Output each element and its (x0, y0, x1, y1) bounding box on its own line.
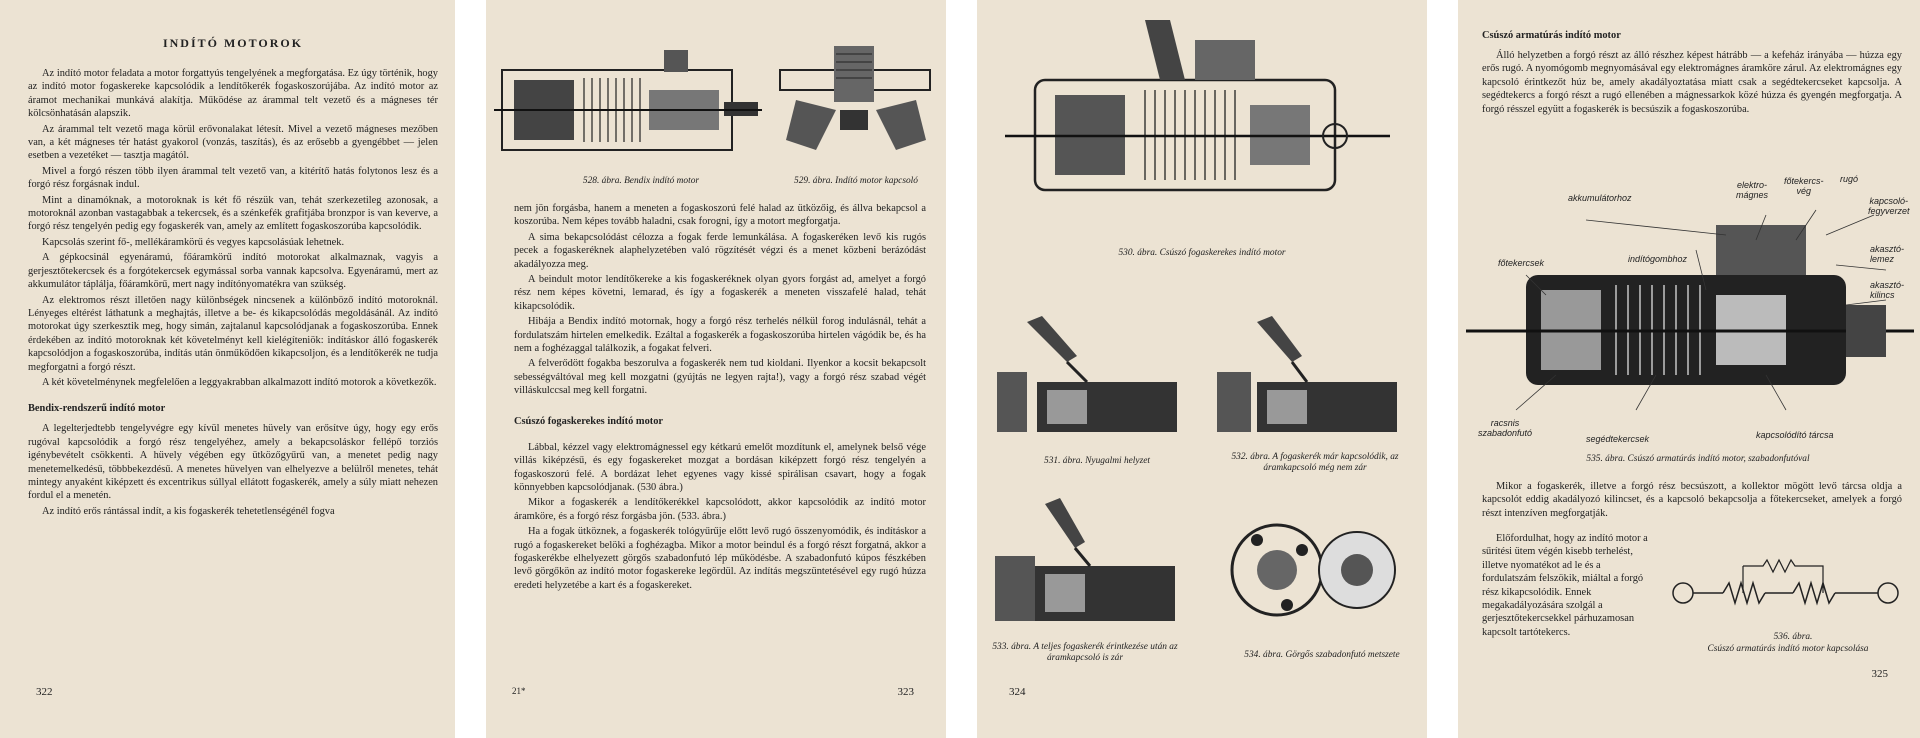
chapter-title: INDÍTÓ MOTOROK (162, 36, 304, 50)
label-kapcsoloido-tarcsa: kapcsolódító tárcsa (1756, 430, 1834, 440)
figure-caption: 533. ábra. A teljes fogaskerék érintkezése után az áramkapcsoló is zár (992, 642, 1178, 663)
figure-536-circuit (1663, 558, 1903, 628)
label-rugo: rugó (1840, 174, 1859, 184)
label-fotekercsek: főtekercsek (1498, 258, 1545, 268)
figure-caption: 536. ábra. (1773, 632, 1813, 642)
paragraph: nem jön forgásba, hanem a meneten a fogaskoszorú felé halad az ütközőig, és állva bekapcsol a koszorúba. Nem képes tovább haladni, csak forogni, így a motort megforgatja. (514, 203, 926, 228)
figure-532-gear-engaging (1217, 312, 1407, 442)
paragraph: Az indító motor feladata a motor forgattyús tengelyének a megforgatása. Ez úgy történik, hogy az indító motor fogaskereke kapcsolódik a lendítőkerék fogaskoszorújába. Az indító motor az áramot mechanikai munkává alakítja. Működése az árammal telt vezető és a mágneses tér kölcsönhatásán alapszik. (28, 68, 438, 120)
figure-caption: 534. ábra. Görgős szabadonfutó metszete (1244, 650, 1400, 660)
label-racsnis-szabadonfuto: racsnis szabadonfutó (1478, 418, 1533, 438)
paragraph: Mint a dinamóknak, a motoroknak is két fő részük van, tehát szerkezetileg azonosak, a motoroknál azonban vastagabbak a tekercsek, és a szénkefék grafitjába bronzpor is van keverve, a forgó rész tengelyén pedig egy fogaskerék van, amely az említett fogaskoszorúba kapcsolódik. (28, 194, 438, 233)
page-number: 325 (1871, 668, 1888, 680)
signature-mark: 21* (512, 686, 526, 696)
label-segedtekercsek: segédtekercsek (1586, 434, 1650, 444)
page-323-body (514, 202, 926, 594)
figure-531-rest-position (997, 312, 1187, 442)
figure-533-full-engagement (995, 496, 1185, 636)
figure-530-sliding-gear-motor (995, 10, 1395, 240)
figure-534-roller-freewheel (1227, 500, 1407, 640)
paragraph: A sima bekapcsolódást célozza a fogak ferde lemunkálása. A fogaskeréken levő kis rugós pecek a fogaskeréknek alaphelyzetében való rögzítését végzi és a menet közbeni berázódást akadályozza meg. (514, 231, 926, 270)
paragraph: A két követelménynek megfelelően a leggyakrabban alkalmazott indító motorok a következők. (42, 376, 437, 388)
paragraph: A beindult motor lendítőkereke a kis fogaskeréknek olyan gyors forgást ad, amelyet a forgó rész nem képes követni, lemarad, és így a fogaskerék a meneten visszafelé halad, tehát kikapcsolódik. (514, 274, 926, 312)
page-325-top (1482, 30, 1902, 118)
paragraph: Kapcsolás szerint fő-, mellékáramkörű és vegyes kapcsolásúak lehetnek. (42, 236, 345, 248)
figure-528-bendix-motor (494, 40, 764, 175)
page-number: 324 (1009, 686, 1026, 698)
figure-caption: Csúszó armatúrás indító motor kapcsolása (1707, 644, 1869, 654)
label-fotekercs-veg: főtekercs- vég (1784, 176, 1824, 196)
book-page-325 (1458, 0, 1920, 738)
book-page-323 (486, 0, 946, 738)
paragraph: A felverődött fogakba beszorulva a fogaskerék nem tud kioldani. Ilyenkor a kocsit bekapcsolt sebességváltóval meg kell mozgatni (gyújtás ne legyen rajta!), vagy a forgó rész szabad végét villáskulccsal meg kell forgatni. (514, 358, 926, 397)
figure-caption: 535. ábra. Csúszó armatúrás indító motor, szabadonfutóval (1586, 454, 1810, 464)
paragraph: Az elektromos részt illetően nagy különbségek nincsenek a különböző indító motoroknál. Lényeges eltérést láthatunk a meghajtás, illetve a be- és kikapcsolódás megoldásánál. Az indító motorokat úgy szerkesztik meg, hogy simán, zajtalanul kapcsolódjanak a fogaskoszorúba. Ennek érdekében az indító motoroknak két követelményt kell kielégíteniök: indításkor álló fogaskerék kapcsolódjon a fogaskoszorúba, indítás után önműködően kikapcsoljon, és a lendítőkerék ne tudja megforgatni a forgó részt. (28, 294, 438, 373)
label-inditogombhoz: indítógombhoz (1628, 254, 1688, 264)
page-325-bottom (1482, 532, 1657, 641)
label-akkumulatorhoz: akkumulátorhoz (1568, 193, 1632, 203)
paragraph: Az indító erős rántással indít, a kis fogaskerék tehetetlenségénél fogva (42, 505, 335, 517)
label-elektromagnes: elektro- mágnes (1736, 180, 1769, 200)
figure-caption: 528. ábra. Bendix indító motor (582, 176, 700, 186)
figure-caption: 531. ábra. Nyugalmi helyzet (1044, 456, 1150, 466)
page-325-middle (1482, 480, 1902, 522)
figure-caption: 529. ábra. Indító motor kapcsoló (794, 176, 918, 186)
figure-caption: 532. ábra. A fogaskerék már kapcsolódik, az áramkapcsoló még nem zár (1231, 452, 1399, 473)
page-322-body (28, 36, 438, 520)
paragraph: Ha a fogak ütköznek, a fogaskerék tológyűrűje előtt levő rugó összenyomódik, és indításkor a rugó a fogaskereket belöki a foghézagba. Mikor a motor beindul és a forgó részt forgatná, akkor a fogaskerékbe elhelyezett görgős szabadonfutó lép működésbe. A szabadonfutó kúpos fészkében levő görgőkön az indító motor fogaskereke legördül. Az indítás megszüntetésével egy rugó húzza eredeti helyzetébe a kart és a fogaskereket. (514, 526, 926, 591)
paragraph: Lábbal, kézzel vagy elektromágnessel egy kétkarú emelőt mozdítunk el, amelynek belső vége villás kiképzésű, és egy fogaskereket mozgat a bordásan kiképzett forgó rész tengelyén a fogaskoszorú felé. A bordázat lehet egyenes vagy kissé spirálisan csavart, hogy a fogak könnyebben kapcsolódjanak. (530 ábra.) (514, 441, 926, 493)
paragraph: A legelterjedtebb tengelyvégre egy kívül menetes hüvely van erősítve úgy, hogy egy erős rugóval kapcsolódik a forgó rész tengelyéhez, amely a bekapcsoláskor fellépő torziós igénybevételt csökkenti. A hüvely végében egy ütközőgyűrű van, a menetet pedig nagy menetemelkedésű, többbekezdésű. A menetes hüvelyen van elhelyezve a belülről menetes, tehát mintegy anyaként kiképzett és excentrikus súllyal ellátott fogaskerék, amely a súly miatt nehezen fordul el a menetén. (28, 423, 438, 502)
page-number: 322 (36, 686, 53, 698)
paragraph: Az árammal telt vezető maga körül erővonalakat létesít. Mivel a vezető mágneses mezőben van, a két mágneses tér hatást gyakorol (vonzás, taszítás), és az erősebb a gyengébbet — jelen esetben a vezetéket — tasztja magától. (28, 123, 438, 162)
paragraph: Hibája a Bendix indító motornak, hogy a forgó rész terhelés nélkül forog indulásnál, tehát a fordulatszám hirtelen emelkedik. Ezáltal a fogaskerék a fogaskoszorúba hirtelen vágódik be, és ha nem a foghézaggal találkozik, a fogakat felveri. (514, 316, 926, 355)
figure-535-sliding-armature-motor (1466, 195, 1916, 445)
label-kapcsolo-fegyverzet: kapcsoló- fegyverzet (1868, 196, 1910, 216)
figure-caption: 530. ábra. Csúszó fogaskerekes indító motor (1118, 248, 1286, 258)
paragraph: Álló helyzetben a forgó részt az álló részhez képest hátrább — a kefeház irányába — húzza egy erős rugó. A nyomógomb megnyomásával egy elektromágnes áramköre zárul. Az elektromágnes egy kapcsoló érintkezőt húz be, amely akadályoztatása miatt csak a segédtekercseket kapcsolja. A segédtekercs a forgó részt a rugó ellenében a mágnessarkok közé húzza és gyengén megforgatja. A forgó résszel együtt a fogaskerék is becsúszik a fogaskoszorúba. (1482, 50, 1902, 115)
label-akaszto-lemez: akasztó- lemez (1870, 244, 1905, 264)
label-akaszto-kilincs: akasztó- kilincs (1870, 280, 1905, 300)
section-heading: Csúszó fogaskerekes indító motor (514, 415, 664, 427)
page-number: 323 (897, 686, 914, 698)
paragraph: Mikor a fogaskerék, illetve a forgó rész becsúszott, a kollektor mögött levő tárcsa oldja a kapcsolót eddig akadályozó kilincset, és a kapcsoló bekapcsolja a főtekercseket, amelyek a forgó részt intenzíven megforgatják. (1482, 481, 1902, 519)
paragraph: Előfordulhat, hogy az indító motor a sűrítési ütem végén kisebb terhelést, illetve nyomatékot ad le és a fordulatszám felszökik, miáltal a forgó rész kikapcsolódik. Ennek megakadályozására szolgál a gerjesztőtekercsekkel párhuzamosan kapcsolt tartótekercs. (1482, 533, 1648, 638)
book-page-322 (0, 0, 455, 738)
paragraph: A gépkocsinál egyenáramú, főáramkörű indító motorokat alkalmaznak, vagyis a gerjesztőtekercsek és a forgótekercsek egymással sorba vannak kapcsolva. Egyenáramú, mert az akkumulátor táplálja, főáramkörű, mert nagy indítónyomatékra van szükség. (28, 252, 438, 291)
paragraph: Mivel a forgó részen több ilyen árammal telt vezető van, a kitérítő hatás folytonos lesz és a forgó rész forgásnak indul. (28, 165, 438, 191)
figure-529-starter-switch (776, 40, 936, 175)
paragraph: Mikor a fogaskerék a lendítőkerékkel kapcsolódott, akkor kapcsolódik az indító motor áramköre, és a forgó rész forgásba jön. (533. ábra.) (514, 497, 926, 522)
section-heading: Csúszó armatúrás indító motor (1482, 30, 1621, 41)
book-page-324 (977, 0, 1427, 738)
section-heading: Bendix-rendszerű indító motor (28, 403, 166, 415)
